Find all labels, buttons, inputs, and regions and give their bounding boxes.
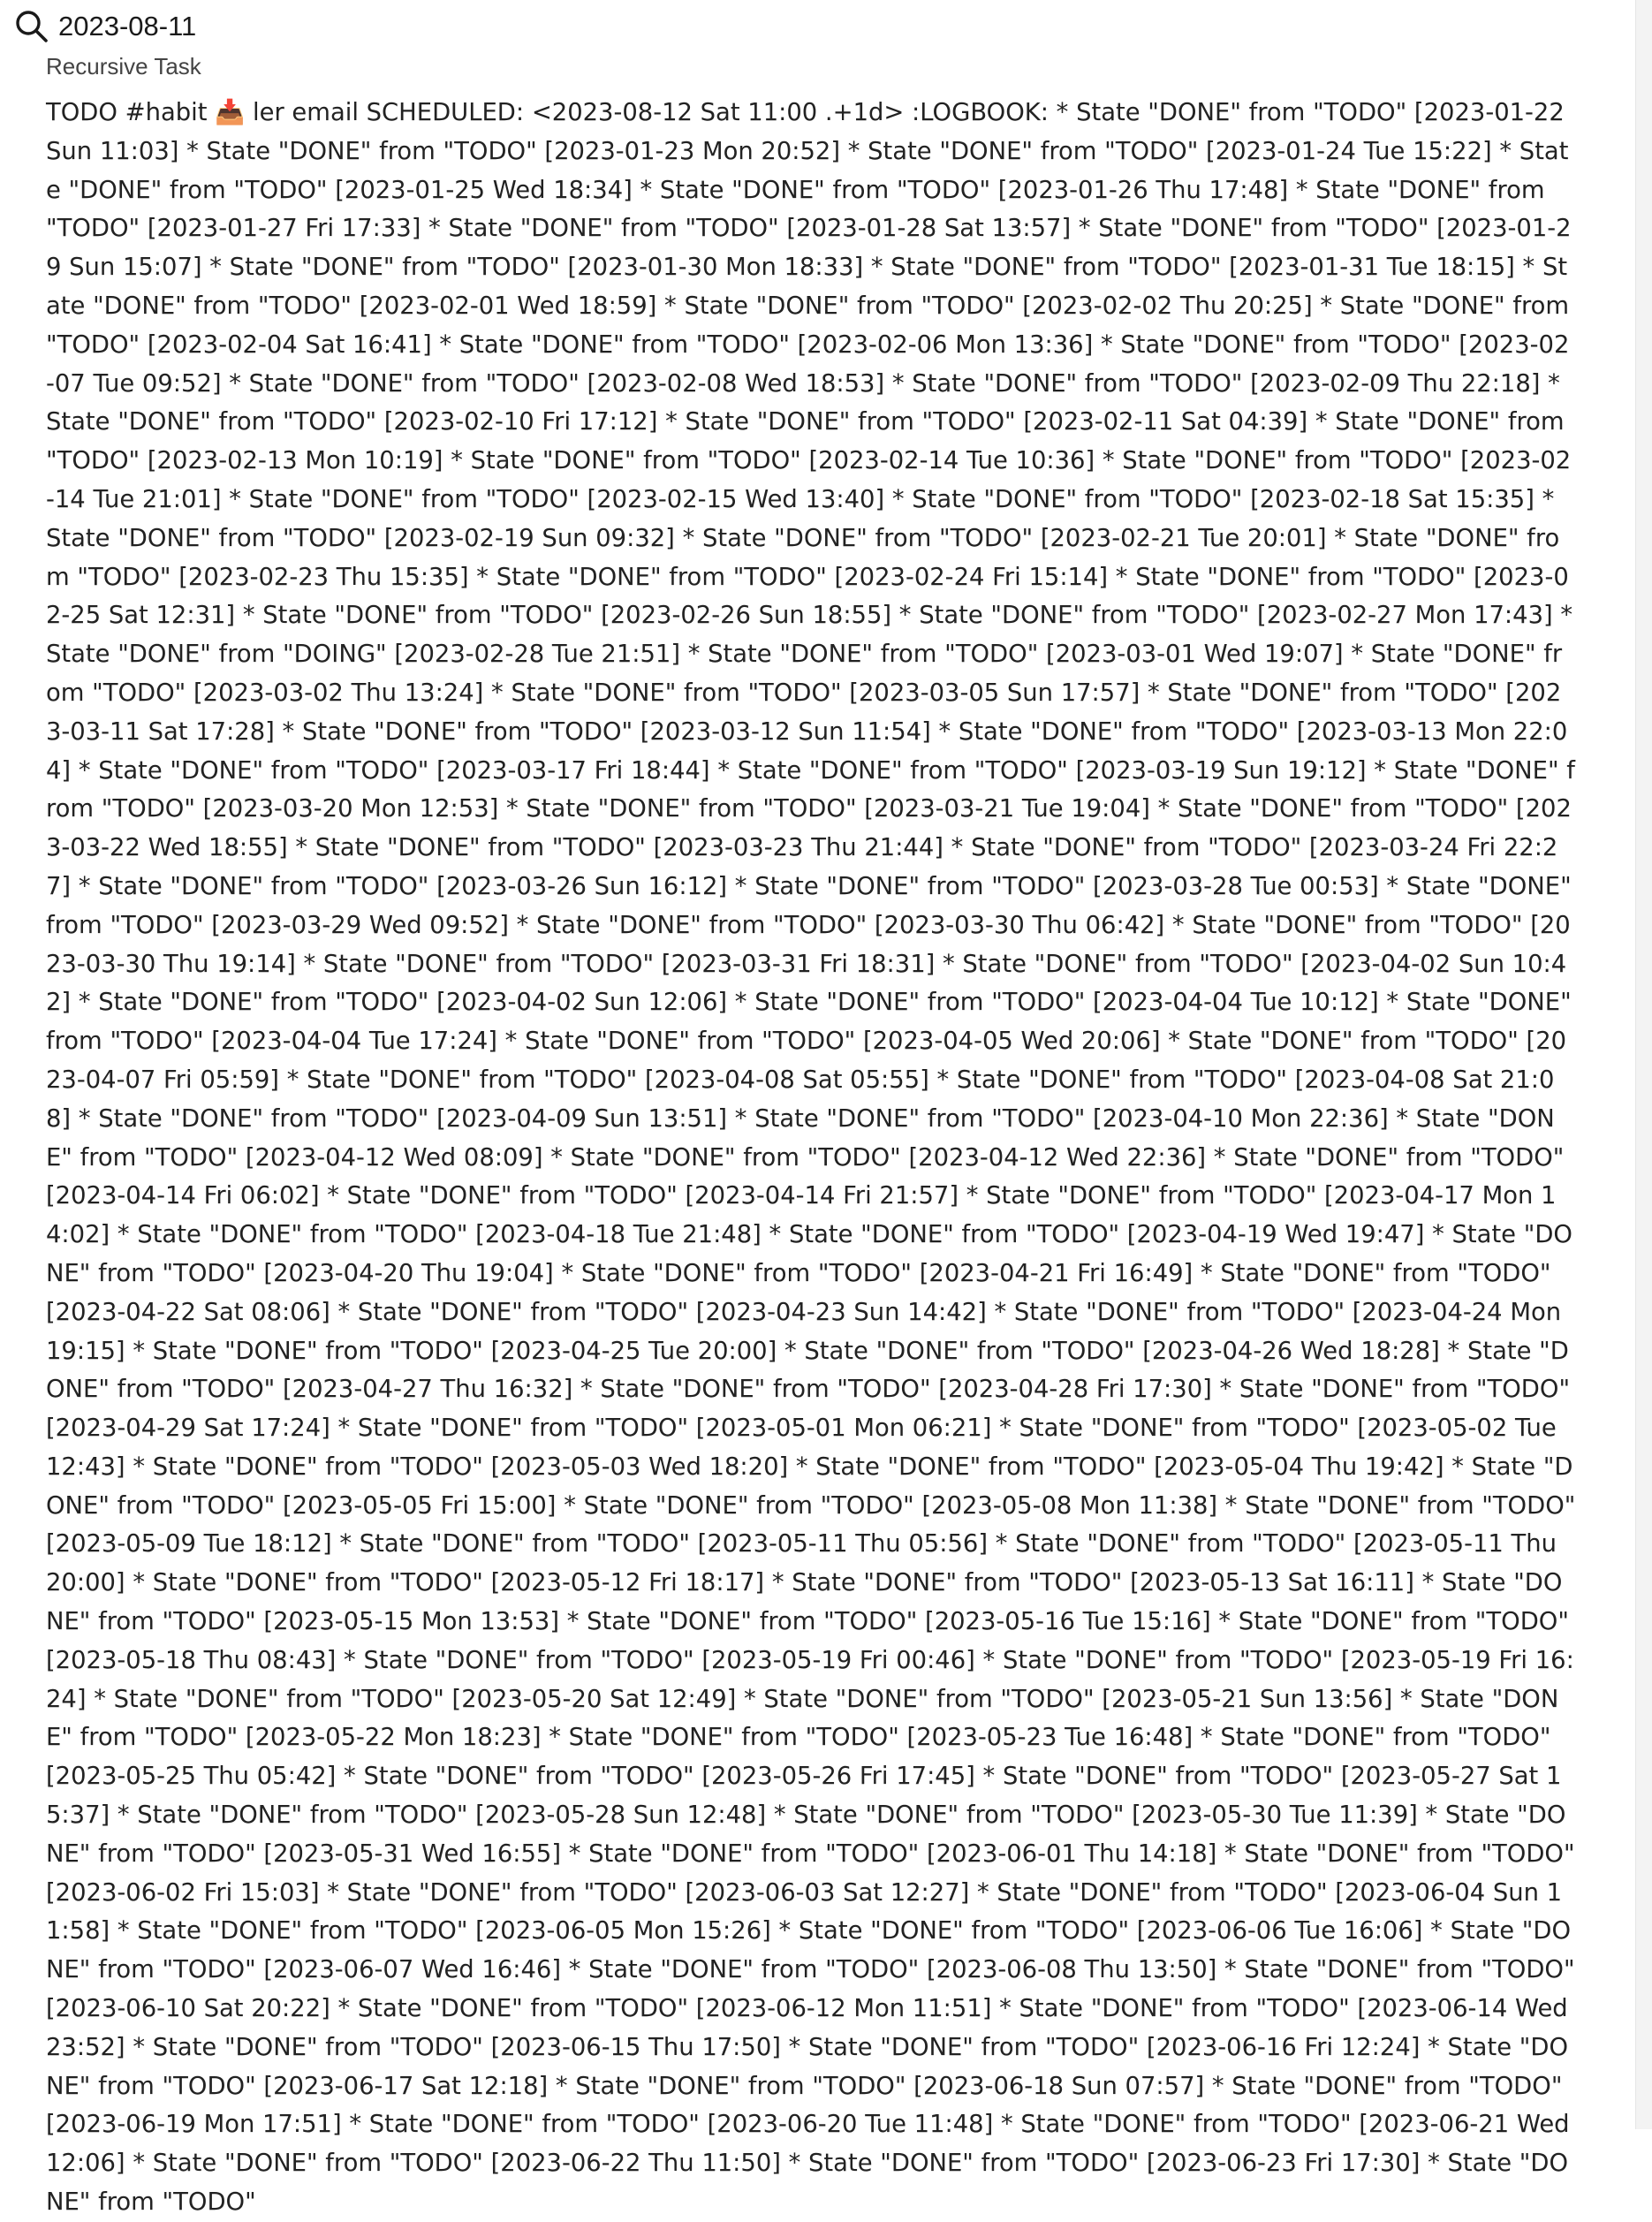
- search-input[interactable]: [58, 4, 1560, 49]
- result-page-label[interactable]: Recursive Task: [46, 53, 201, 80]
- search-bar: [0, 0, 1636, 53]
- search-icon: [12, 7, 51, 46]
- search-result-panel: [0, 53, 1636, 2217]
- window-edge: [1635, 0, 1652, 2129]
- result-block-text[interactable]: TODO #habit 📥 ler email SCHEDULED: <2023-08-12 Sat 11:00 .+1d> :LOGBOOK: * State "DONE" from "TODO" [2023-01-22 Sun 11:03] * State "DONE" from "TODO" [2023-01-23 Mon 20:52] * State "DONE" from "TODO" [2023-01-24 Tue 15:22] * State "DONE" from "TODO" [2023-01-25 Wed 18:34] * State "DONE" from "TODO" [2023-01-26 Thu 17:48] * State "DONE" from "TODO" [2023-01-27 Fri 17:33] * State "DONE" from "TODO" [2023-01-28 Sat 13:57] * State "DONE" from "TODO" [2023-01-29 Sun 15:07] * State "DONE" from "TODO" [2023-01-30 Mon 18:33] * State "DONE" from "TODO" [2023-01-31 Tue 18:15] * State "DONE" from "TODO" [2023-02-01 Wed 18:59] * State "DONE" from "TODO" [2023-02-02 Thu 20:25] * State "DONE" from "TODO" [2023-02-04 Sat 16:41] * State "DONE" from "TODO" [2023-02-06 Mon 13:36] * State "DONE" from "TODO" [2023-02-07 Tue 09:52] * State "DONE" from "TODO" [2023-02-08 Wed 18:53] * State "DONE" from "TODO" [2023-02-09 Thu 22:18] * State "DONE" from "TODO" [2023-02-10 Fri 17:12] * State "DONE" from "TODO" [2023-02-11 Sat 04:39] * State "DONE" from "TODO" [2023-02-13 Mon 10:19] * State "DONE" from "TODO" [2023-02-14 Tue 10:36] * State "DONE" from "TODO" [2023-02-14 Tue 21:01] * State "DONE" from "TODO" [2023-02-15 Wed 13:40] * State "DONE" from "TODO" [2023-02-18 Sat 15:35] * State "DONE" from "TODO" [2023-02-19 Sun 09:32] * State "DONE" from "TODO" [2023-02-21 Tue 20:01] * State "DONE" from "TODO" [2023-02-23 Thu 15:35] * State "DONE" from "TODO" [2023-02-24 Fri 15:14] * State "DONE" from "TODO" [2023-02-25 Sat 12:31] * State "DONE" from "TODO" [2023-02-26 Sun 18:55] * State "DONE" from "TODO" [2023-02-27 Mon 17:43] * State "DONE" from "DOING" [2023-02-28 Tue 21:51] * State "DONE" from "TODO" [2023-03-01 Wed 19:07] * State "DONE" from "TODO" [2023-03-02 Thu 13:24] * State "DONE" from "TODO" [2023-03-05 Sun 17:57] * State "DONE" from "TODO" [2023-03-11 Sat 17:28] * State "DONE" from "TODO" [2023-03-12 Sun 11:54] * State "DONE" from "TODO" [2023-03-13 Mon 22:04] * State "DONE" from "TODO" [2023-03-17 Fri 18:44] * State "DONE" from "TODO" [2023-03-19 Sun 19:12] * State "DONE" from "TODO" [2023-03-20 Mon 12:53] * State "DONE" from "TODO" [2023-03-21 Tue 19:04] * State "DONE" from "TODO" [2023-03-22 Wed 18:55] * State "DONE" from "TODO" [2023-03-23 Thu 21:44] * State "DONE" from "TODO" [2023-03-24 Fri 22:27] * State "DONE" from "TODO" [2023-03-26 Sun 16:12] * State "DONE" from "TODO" [2023-03-28 Tue 00:53] * State "DONE" from "TODO" [2023-03-29 Wed 09:52] * State "DONE" from "TODO" [2023-03-30 Thu 06:42] * State "DONE" from "TODO" [2023-03-30 Thu 19:14] * State "DONE" from "TODO" [2023-03-31 Fri 18:31] * State "DONE" from "TODO" [2023-04-02 Sun 10:42] * State "DONE" from "TODO" [2023-04-02 Sun 12:06] * State "DONE" from "TODO" [2023-04-04 Tue 10:12] * State "DONE" from "TODO" [2023-04-04 Tue 17:24] * State "DONE" from "TODO" [2023-04-05 Wed 20:06] * State "DONE" from "TODO" [2023-04-07 Fri 05:59] * State "DONE" from "TODO" [2023-04-08 Sat 05:55] * State "DONE" from "TODO" [2023-04-08 Sat 21:08] * State "DONE" from "TODO" [2023-04-09 Sun 13:51] * State "DONE" from "TODO" [2023-04-10 Mon 22:36] * State "DONE" from "TODO" [2023-04-12 Wed 08:09] * State "DONE" from "TODO" [2023-04-12 Wed 22:36] * State "DONE" from "TODO" [2023-04-14 Fri 06:02] * State "DONE" from "TODO" [2023-04-14 Fri 21:57] * State "DONE" from "TODO" [2023-04-17 Mon 14:02] * State "DONE" from "TODO" [2023-04-18 Tue 21:48] * State "DONE" from "TODO" [2023-04-19 Wed 19:47] * State "DONE" from "TODO" [2023-04-20 Thu 19:04] * State "DONE" from "TODO" [2023-04-21 Fri 16:49] * State "DONE" from "TODO" [2023-04-22 Sat 08:06] * State "DONE" from "TODO" [2023-04-23 Sun 14:42] * State "DONE" from "TODO" [2023-04-24 Mon 19:15] * State "DONE" from "TODO" [2023-04-25 Tue 20:00] * State "DONE" from "TODO" [2023-04-26 Wed 18:28] * State "DONE" from "TODO" [2023-04-27 Thu 16:32] * State "DONE" from "TODO" [2023-04-28 Fri 17:30] * State "DONE" from "TODO" [2023-04-29 Sat 17:24] * State "DONE" from "TODO" [2023-05-01 Mon 06:21] * State "DONE" from "TODO" [2023-05-02 Tue 12:43] * State "DONE" from "TODO" [2023-05-03 Wed 18:20] * State "DONE" from "TODO" [2023-05-04 Thu 19:42] * State "DONE" from "TODO" [2023-05-05 Fri 15:00] * State "DONE" from "TODO" [2023-05-08 Mon 11:38] * State "DONE" from "TODO" [2023-05-09 Tue 18:12] * State "DONE" from "TODO" [2023-05-11 Thu 05:56] * State "DONE" from "TODO" [2023-05-11 Thu 20:00] * State "DONE" from "TODO" [2023-05-12 Fri 18:17] * State "DONE" from "TODO" [2023-05-13 Sat 16:11] * State "DONE" from "TODO" [2023-05-15 Mon 13:53] * State "DONE" from "TODO" [2023-05-16 Tue 15:16] * State "DONE" from "TODO" [2023-05-18 Thu 08:43] * State "DONE" from "TODO" [2023-05-19 Fri 00:46] * State "DONE" from "TODO" [2023-05-19 Fri 16:24] * State "DONE" from "TODO" [2023-05-20 Sat 12:49] * State "DONE" from "TODO" [2023-05-21 Sun 13:56] * State "DONE" from "TODO" [2023-05-22 Mon 18:23] * State "DONE" from "TODO" [2023-05-23 Tue 16:48] * State "DONE" from "TODO" [2023-05-25 Thu 05:42] * State "DONE" from "TODO" [2023-05-26 Fri 17:45] * State "DONE" from "TODO" [2023-05-27 Sat 15:37] * State "DONE" from "TODO" [2023-05-28 Sun 12:48] * State "DONE" from "TODO" [2023-05-30 Tue 11:39] * State "DONE" from "TODO" [2023-05-31 Wed 16:55] * State "DONE" from "TODO" [2023-06-01 Thu 14:18] * State "DONE" from "TODO" [2023-06-02 Fri 15:03] * State "DONE" from "TODO" [2023-06-03 Sat 12:27] * State "DONE" from "TODO" [2023-06-04 Sun 11:58] * State "DONE" from "TODO" [2023-06-05 Mon 15:26] * State "DONE" from "TODO" [2023-06-06 Tue 16:06] * State "DONE" from "TODO" [2023-06-07 Wed 16:46] * State "DONE" from "TODO" [2023-06-08 Thu 13:50] * State "DONE" from "TODO" [2023-06-10 Sat 20:22] * State "DONE" from "TODO" [2023-06-12 Mon 11:51] * State "DONE" from "TODO" [2023-06-14 Wed 23:52] * State "DONE" from "TODO" [2023-06-15 Thu 17:50] * State "DONE" from "TODO" [2023-06-16 Fri 12:24] * State "DONE" from "TODO" [2023-06-17 Sat 12:18] * State "DONE" from "TODO" [2023-06-18 Sun 07:57] * State "DONE" from "TODO" [2023-06-19 Mon 17:51] * State "DONE" from "TODO" [2023-06-20 Tue 11:48] * State "DONE" from "TODO" [2023-06-21 Wed 12:06] * State "DONE" from "TODO" [2023-06-22 Thu 11:50] * State "DONE" from "TODO" [2023-06-23 Fri 17:30] * State "DONE" from "TODO": [46, 99, 1576, 2217]
